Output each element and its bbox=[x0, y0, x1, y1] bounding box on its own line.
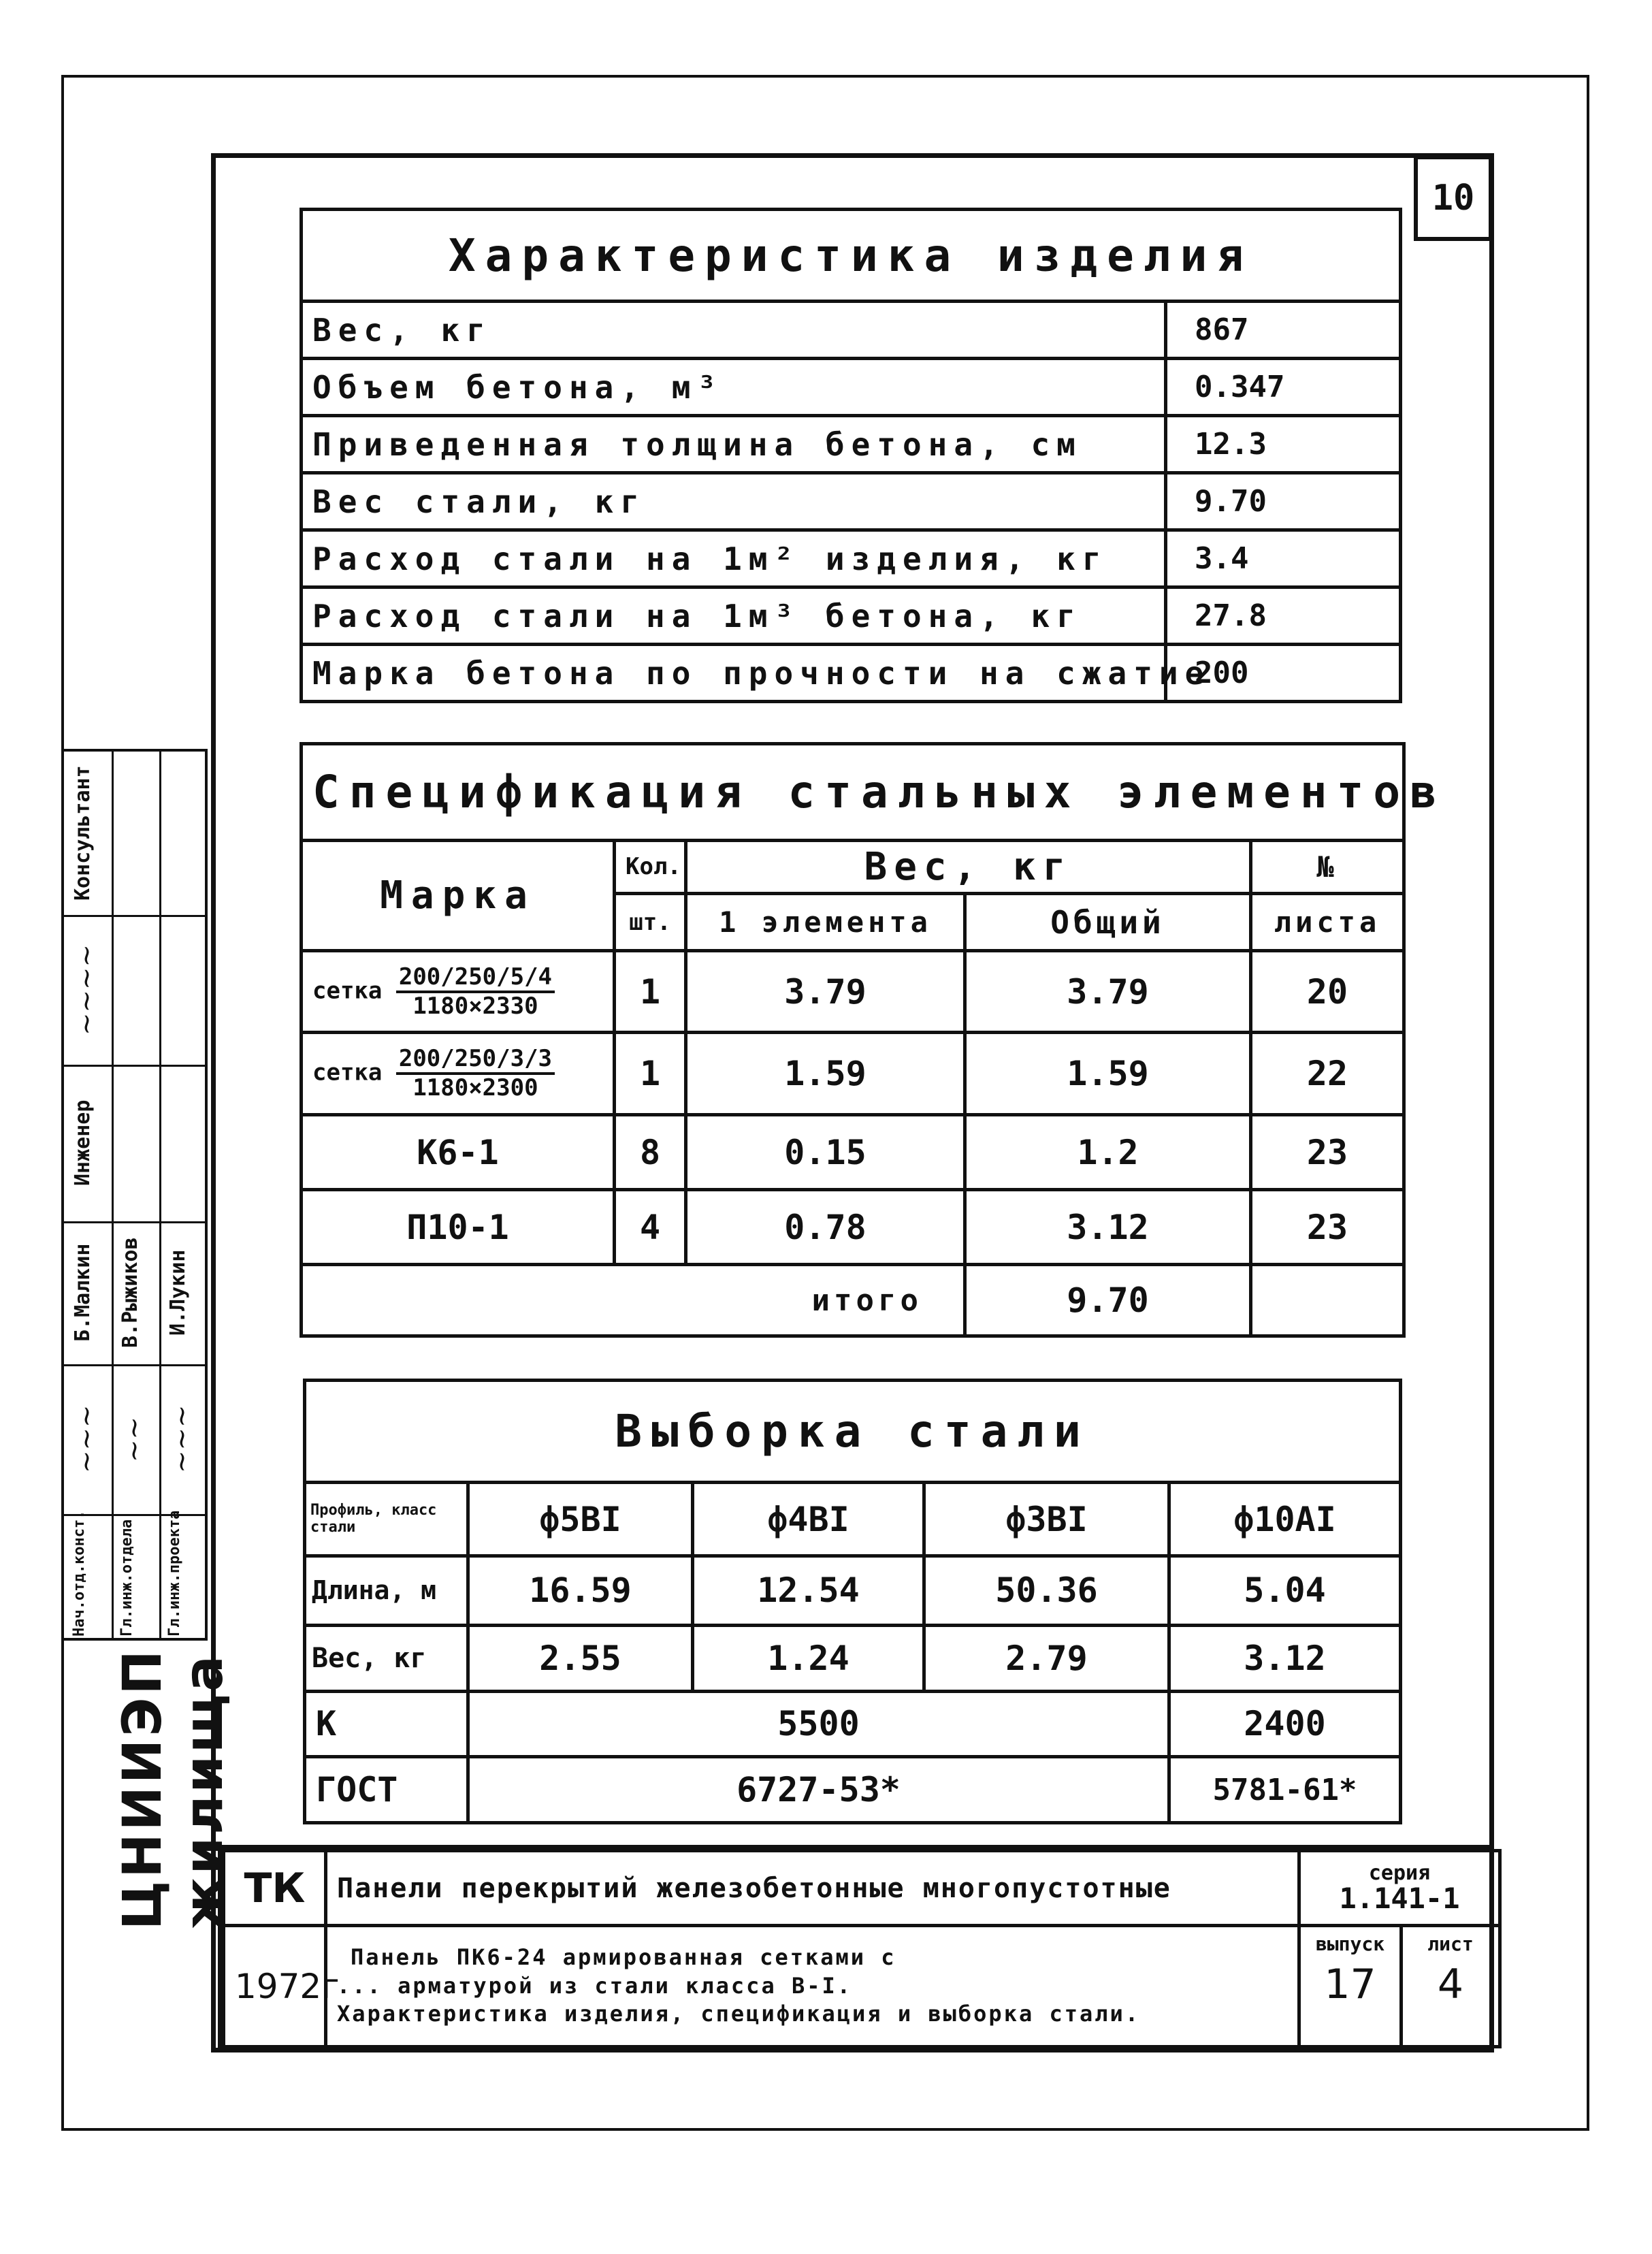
spec-weight-one: 0.78 bbox=[686, 1190, 965, 1265]
steel-title: Выборка стали bbox=[305, 1381, 1401, 1483]
sheet-value: 4 bbox=[1437, 1961, 1464, 2008]
stamp-code: ТК bbox=[224, 1851, 326, 1926]
header-mark: Марка bbox=[302, 840, 615, 950]
stamp-desc-line: Характеристика изделия, спецификация и выборка стали. bbox=[337, 2001, 1141, 2027]
side-name: И.Лукин bbox=[166, 1249, 190, 1336]
spec-qty: 8 bbox=[615, 1115, 686, 1190]
stamp-series bbox=[1299, 1851, 1500, 1926]
steel-k-group: 5500 bbox=[468, 1691, 1169, 1757]
signature: ~~~ bbox=[166, 1404, 197, 1474]
steel-weight: 2.55 bbox=[468, 1625, 693, 1691]
signature: ~~~~ bbox=[71, 944, 102, 1036]
spec-sheet: 23 bbox=[1251, 1190, 1404, 1265]
stamp-sheet bbox=[1402, 1926, 1500, 2047]
side-role: Инженер bbox=[71, 1099, 95, 1187]
spec-total-label: итого bbox=[302, 1265, 965, 1336]
char-value: 3.4 bbox=[1166, 530, 1401, 587]
signature: ~~ bbox=[118, 1416, 150, 1462]
char-label: Марка бетона по прочности на сжатие bbox=[302, 645, 1166, 702]
steel-length: 5.04 bbox=[1169, 1556, 1401, 1625]
spec-weight-one: 3.79 bbox=[686, 950, 965, 1033]
spec-weight-one: 0.15 bbox=[686, 1115, 965, 1190]
series-value: 1.141-1 bbox=[1339, 1882, 1460, 1916]
steel-profile: ф4ВI bbox=[693, 1483, 924, 1556]
spec-mark: К6-1 bbox=[302, 1115, 615, 1190]
steel-gost-last: 5781-61* bbox=[1169, 1757, 1401, 1823]
steel-weight: 3.12 bbox=[1169, 1625, 1401, 1691]
char-value: 867 bbox=[1166, 302, 1401, 359]
signature: ~~~ bbox=[71, 1404, 102, 1474]
mark-numerator: 200/250/5/4 bbox=[396, 964, 555, 993]
spec-total-value: 9.70 bbox=[965, 1265, 1251, 1336]
char-label: Расход стали на 1м² изделия, кг bbox=[302, 530, 1166, 587]
char-value: 9.70 bbox=[1166, 473, 1401, 530]
series-label: серия bbox=[1368, 1861, 1431, 1885]
steel-length: 16.59 bbox=[468, 1556, 693, 1625]
char-label: Приведенная толщина бетона, см bbox=[302, 416, 1166, 473]
steel-profile: ф5ВI bbox=[468, 1483, 693, 1556]
steel-length: 12.54 bbox=[693, 1556, 924, 1625]
mark-numerator: 200/250/3/3 bbox=[396, 1046, 555, 1075]
stamp-desc-line: Панель ПК6-24 армированная сетками с bbox=[351, 1944, 896, 1971]
spec-weight-total: 3.79 bbox=[965, 950, 1251, 1033]
issue-value: 17 bbox=[1324, 1961, 1376, 2008]
header-qty: Кол. bbox=[615, 840, 686, 894]
mark-prefix: сетка bbox=[312, 1059, 383, 1086]
page-number: 10 bbox=[1414, 155, 1493, 241]
org-logo: ЦНИИЭП жилища bbox=[112, 1647, 235, 1930]
side-name: В.Рыжиков bbox=[118, 1237, 142, 1349]
header-sheet-label: листа bbox=[1251, 894, 1404, 951]
issue-label: выпуск bbox=[1315, 1933, 1385, 1955]
spec-mark: П10-1 bbox=[302, 1190, 615, 1265]
stamp-title: Панели перекрытий железобетонные многопустотные bbox=[326, 1851, 1299, 1926]
side-label: Гл.инж.проекта bbox=[166, 1510, 183, 1637]
char-value: 200 bbox=[1166, 645, 1401, 702]
char-label: Вес, кг bbox=[302, 302, 1166, 359]
spec-sheet: 22 bbox=[1251, 1033, 1404, 1115]
side-label: Гл.инж.отдела bbox=[118, 1519, 135, 1637]
mark-fraction bbox=[396, 1046, 555, 1101]
steel-weight-label: Вес, кг bbox=[305, 1625, 468, 1691]
stamp-year: 1972г bbox=[224, 1926, 326, 2047]
char-value: 27.8 bbox=[1166, 587, 1401, 645]
steel-weight: 1.24 bbox=[693, 1625, 924, 1691]
spec-qty: 1 bbox=[615, 950, 686, 1033]
spec-qty: 4 bbox=[615, 1190, 686, 1265]
char-label: Вес стали, кг bbox=[302, 473, 1166, 530]
mark-prefix: сетка bbox=[312, 977, 383, 1005]
spec-mark bbox=[302, 950, 615, 1033]
steel-gost-group: 6727-53* bbox=[468, 1757, 1169, 1823]
spec-mark bbox=[302, 1033, 615, 1115]
mark-denominator: 1180×2300 bbox=[412, 1074, 538, 1102]
char-label: Объем бетона, м³ bbox=[302, 359, 1166, 416]
stamp-description bbox=[326, 1926, 1299, 2047]
header-sheet: № bbox=[1251, 840, 1404, 894]
side-label: Нач.отд.конст. bbox=[71, 1510, 88, 1637]
specification-title: Спецификация стальных элементов bbox=[302, 744, 1404, 841]
steel-weight: 2.79 bbox=[924, 1625, 1169, 1691]
sheet-label: лист bbox=[1427, 1933, 1474, 1955]
stamp-desc-line: ... арматурой из стали класса В-I. bbox=[337, 1972, 853, 1999]
header-weight-one: 1 элемента bbox=[686, 894, 965, 951]
spec-sheet: 20 bbox=[1251, 950, 1404, 1033]
spec-sheet: 23 bbox=[1251, 1115, 1404, 1190]
steel-header-label: Профиль, класс стали bbox=[305, 1483, 468, 1556]
spec-weight-one: 1.59 bbox=[686, 1033, 965, 1115]
char-value: 0.347 bbox=[1166, 359, 1401, 416]
steel-k-label: К bbox=[305, 1691, 468, 1757]
steel-profile: ф10АI bbox=[1169, 1483, 1401, 1556]
header-weight-total: Общий bbox=[965, 894, 1251, 951]
char-label: Расход стали на 1м³ бетона, кг bbox=[302, 587, 1166, 645]
steel-table bbox=[303, 1379, 1399, 1824]
header-weight: Вес, кг bbox=[686, 840, 1251, 894]
char-value: 12.3 bbox=[1166, 416, 1401, 473]
side-name: Б.Малкин bbox=[71, 1243, 95, 1342]
steel-gost-label: ГОСТ bbox=[305, 1757, 468, 1823]
spec-qty: 1 bbox=[615, 1033, 686, 1115]
specification-table bbox=[299, 742, 1446, 1338]
spec-total-empty bbox=[1251, 1265, 1404, 1336]
spec-weight-total: 1.2 bbox=[965, 1115, 1251, 1190]
mark-denominator: 1180×2330 bbox=[412, 992, 538, 1020]
steel-length-label: Длина, м bbox=[305, 1556, 468, 1625]
title-stamp bbox=[218, 1845, 1494, 2052]
characteristics-title: Характеристика изделия bbox=[302, 210, 1401, 302]
steel-profile: ф3ВI bbox=[924, 1483, 1169, 1556]
mark-fraction bbox=[396, 964, 555, 1020]
side-role: Консультант bbox=[71, 765, 95, 901]
steel-k-last: 2400 bbox=[1169, 1691, 1401, 1757]
stamp-issue bbox=[1299, 1926, 1402, 2047]
header-qty-unit: шт. bbox=[615, 894, 686, 951]
spec-weight-total: 1.59 bbox=[965, 1033, 1251, 1115]
approval-block bbox=[61, 749, 208, 1641]
characteristics-table bbox=[299, 208, 1399, 701]
spec-weight-total: 3.12 bbox=[965, 1190, 1251, 1265]
steel-length: 50.36 bbox=[924, 1556, 1169, 1625]
